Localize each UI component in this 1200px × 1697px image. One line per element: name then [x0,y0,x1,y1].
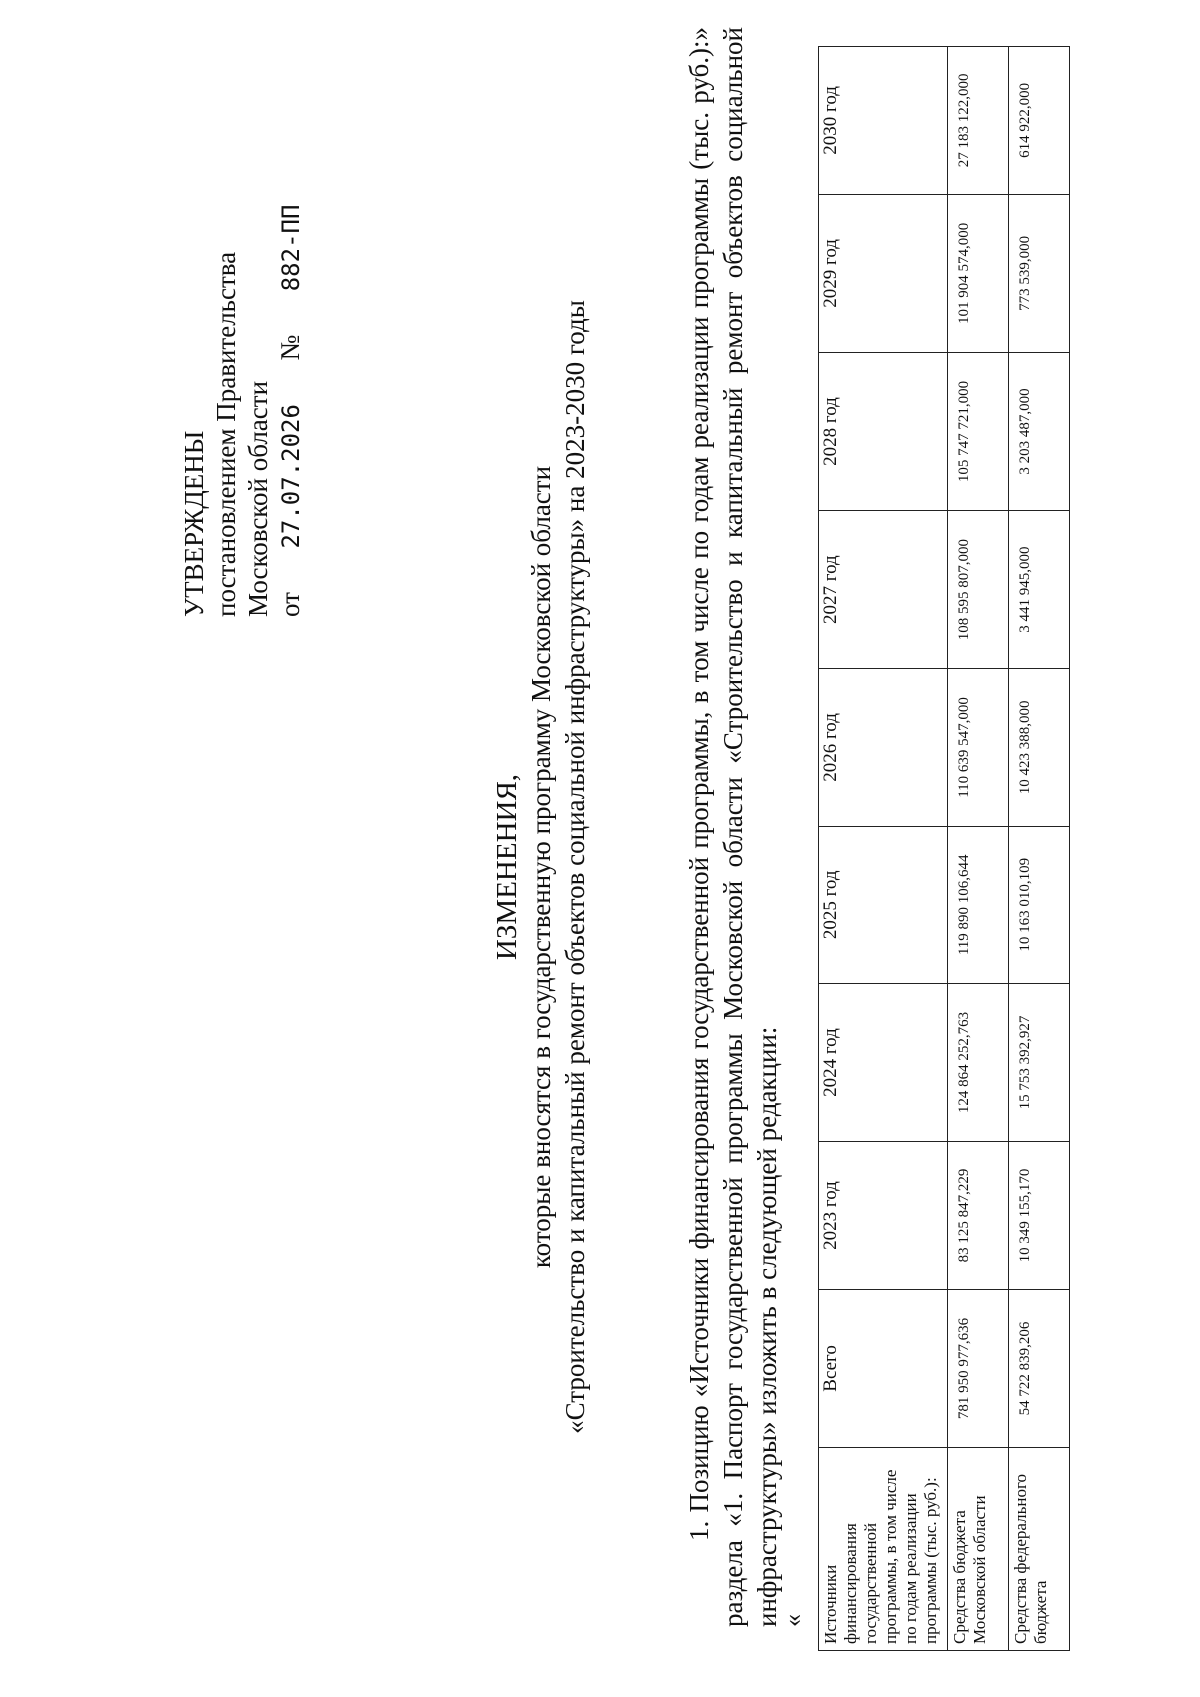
quote-open-mark: « [778,1614,807,1627]
header-total: Всего [819,1289,948,1447]
table-row-regional [948,47,1009,1651]
financing-table [818,46,1070,1651]
approval-date-line [274,117,307,617]
cell-total: 54 722 839,206 [1009,1289,1070,1447]
title-heading: ИЗМЕНЕНИЯ, [491,773,523,961]
table-header-row [819,47,948,1651]
header-2030: 2030 год [819,47,948,195]
cell-2027: 3 441 945,000 [1009,511,1070,669]
body-paragraph [682,27,784,1627]
cell-2025: 10 163 010,109 [1009,826,1070,983]
title-line-2: «Строительство и капитальный ремонт объектов социальной инфраструктуры» на 2023-2030 годы [560,300,590,1434]
approval-line-3: Московской области [243,380,273,617]
cell-2024: 15 753 392,927 [1009,983,1070,1141]
title-line-1: которые вносятся в государственную программу Московской области [526,465,556,1269]
approval-from-label: от [275,592,305,617]
header-2024: 2024 год [819,983,948,1141]
cell-2026: 110 639 547,000 [948,669,1009,826]
header-2028: 2028 год [819,352,948,510]
row-label: Средства бюджета Московской области [948,1448,1009,1651]
cell-2030: 614 922,000 [1009,47,1070,195]
header-2025: 2025 год [819,826,948,983]
approval-stamp [178,117,307,617]
approval-line-1: УТВЕРЖДЕНЫ [179,430,209,617]
table-row-federal [1009,47,1070,1651]
cell-2028: 105 747 721,000 [948,352,1009,510]
header-2029: 2029 год [819,194,948,352]
header-sources: Источники финансирования государственной программы, в том числе по годам реализации программы (тыс. руб.): [819,1448,948,1651]
document-title [490,137,592,1597]
cell-2030: 27 183 122,000 [948,47,1009,195]
header-2026: 2026 год [819,669,948,826]
header-2027: 2027 год [819,511,948,669]
cell-2023: 10 349 155,170 [1009,1142,1070,1290]
cell-2023: 83 125 847,229 [948,1142,1009,1290]
approval-number-sign: № [275,334,305,361]
cell-2027: 108 595 807,000 [948,511,1009,669]
cell-2029: 101 904 574,000 [948,194,1009,352]
cell-2026: 10 423 388,000 [1009,669,1070,826]
row-label: Средства федерального бюджета [1009,1448,1070,1651]
cell-2024: 124 864 252,763 [948,983,1009,1141]
approval-number: 882-ПП [277,204,305,292]
cell-total: 781 950 977,636 [948,1289,1009,1447]
approval-line-2: постановлением Правительства [211,251,241,617]
header-2023: 2023 год [819,1142,948,1290]
approval-date: 27.07.2026 [277,404,305,549]
cell-2029: 773 539,000 [1009,194,1070,352]
paragraph-text: 1. Позицию «Источники финансирования государственной программы, в том числе по годам реализации программы (тыс. руб.):» раздела «1. Паспорт государственной программы Московской области «Строительство и капитальный ремонт объектов социальной инфраструктуры» изложить в следующей редакции: [684,27,782,1627]
cell-2025: 119 890 106,644 [948,826,1009,983]
cell-2028: 3 203 487,000 [1009,352,1070,510]
